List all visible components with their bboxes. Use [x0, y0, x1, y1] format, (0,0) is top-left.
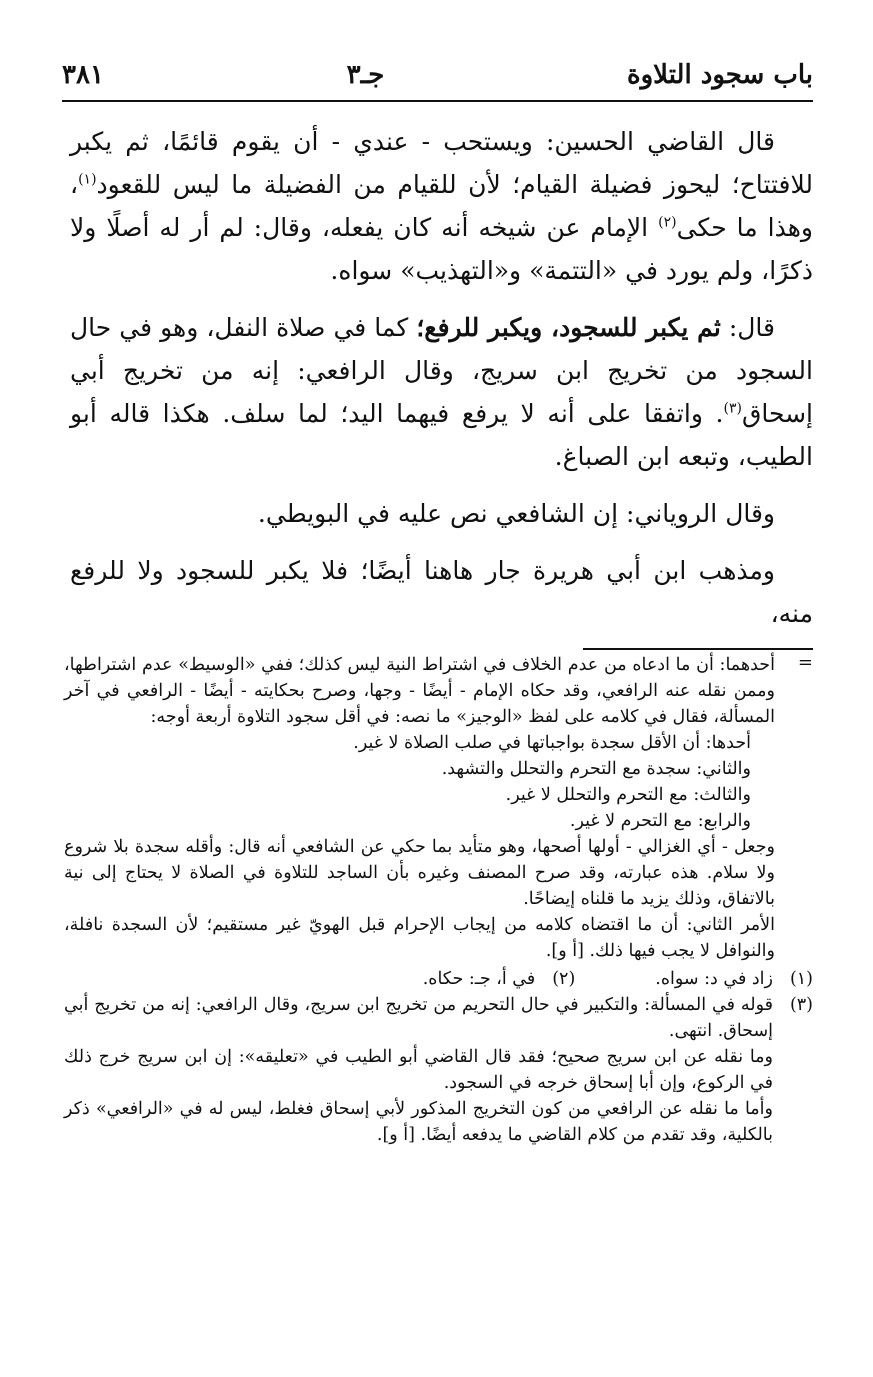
footnote-2-number: (٢) [552, 969, 576, 989]
option-4: والرابع: مع التحرم لا غير. [569, 811, 751, 831]
page-number: ٣٨١ [62, 60, 104, 90]
paragraph-2-lead: قال: [720, 313, 775, 342]
option-1: أحدها: أن الأقل سجدة بواجباتها في صلب الصلاة لا غير. [353, 733, 751, 753]
footnote-continuation [64, 652, 813, 964]
continuation-tail-1: وجعل - أي الغزالي - أولها أصحها، وهو متأيد بما حكي عن الشافعي أنه قال: وأقله سجدة بلا شروع ولا سلام. هذه عبارته، وقد صرح المصنف وغيره بأن الساجد للتلاوة في الصلاة لا يحتاج إلى نية بالاتفاق، وذلك يزيد ما قلناه إيضاحًا. [64, 837, 775, 909]
continuation-marker: = [797, 652, 813, 673]
footnote-3-para-3: وأما ما نقله عن الرافعي من كون التخريج المذكور لأبي إسحاق فغلط، ليس له في «الرافعي» ذكر بالكلية، وقد تقدم من كلام القاضي ما يدفعه أيضًا. [أ و]. [64, 1099, 773, 1145]
footnote-3-number: (٣) [789, 995, 813, 1015]
paragraph-2-tail: . واتفقا على أنه لا يرفع فيهما اليد؛ لما سلف. هكذا قاله أبو الطيب، وتبعه ابن الصباغ. [70, 399, 813, 471]
option-2: والثاني: سجدة مع التحرم والتحلل والتشهد. [441, 759, 751, 779]
volume-label: جـ٣ [346, 60, 385, 90]
running-header [62, 52, 813, 98]
paragraph-3: وقال الروياني: إن الشافعي نص عليه في البويطي. [257, 499, 775, 528]
footnote-1-text: زاد في د: سواه. [655, 969, 773, 989]
footnote-1 [655, 966, 813, 992]
paragraph-4: ومذهب ابن أبي هريرة جار هاهنا أيضًا؛ فلا يكبر للسجود ولا للرفع منه، [70, 556, 813, 628]
option-3: والثالث: مع التحرم والتحلل لا غير. [505, 785, 751, 805]
footnote-1-2-row [64, 966, 813, 992]
footnote-3 [64, 992, 813, 1148]
footnote-divider [583, 648, 813, 650]
main-text [70, 120, 813, 635]
paragraph-1-text: قال القاضي الحسين: ويستحب - عندي - أن يقوم قائمًا، ثم يكبر للافتتاح؛ ليحوز فضيلة القيام؛ لأن للقيام من الفضيلة ما ليس للقعود [70, 127, 813, 199]
footnote-2-text: في أ، جـ: حكاه. [422, 969, 536, 989]
footnote-2 [423, 966, 576, 992]
continuation-tail-2: الأمر الثاني: أن ما اقتضاه كلامه من إيجاب الإحرام قبل الهويّ غير مستقيم؛ لأن السجدة نافلة، والنوافل لا يجب فيها ذلك. [أ و]. [64, 915, 775, 961]
matn-quote: ثم يكبر للسجود، ويكبر للرفع؛ [416, 313, 721, 342]
footnotes-section [64, 652, 813, 1148]
footnote-3-text: قوله في المسألة: والتكبير في حال التحريم من تخريج ابن سريج، وقال الرافعي: إنه من تخريج أبي إسحاق. انتهى. [64, 995, 773, 1041]
footnote-ref-2[interactable]: (٢) [658, 214, 677, 231]
paragraph-1-text-b: ، وهذا ما حكى [70, 170, 814, 242]
paragraph-2-text: كما في صلاة النفل، وهو في حال السجود من تخريج ابن سريج، وقال الرافعي: إنه من تخريج أبي إسحاق [70, 313, 813, 428]
paragraph-1-text-c: الإمام عن شيخه أنه كان يفعله، وقال: لم أر له أصلًا ولا ذكرًا، ولم يورد في «التتمة» و«التهذيب» سواه. [70, 213, 813, 285]
chapter-title: باب سجود التلاوة [627, 60, 813, 90]
paragraph-2 [70, 306, 813, 478]
footnote-ref-1[interactable]: (١) [78, 171, 97, 188]
paragraph-1 [70, 120, 813, 292]
header-divider [62, 100, 813, 102]
footnote-1-number: (١) [789, 969, 813, 989]
footnote-3-para-2: وما نقله عن ابن سريج صحيح؛ فقد قال القاضي أبو الطيب في «تعليقه»: إن ابن سريج خرج ذلك في الركوع، وإن أبا إسحاق خرجه في السجود. [64, 1047, 773, 1093]
continuation-text: أحدهما: أن ما ادعاه من عدم الخلاف في اشتراط النية ليس كذلك؛ ففي «الوسيط» عدم اشتراطها، وممن نقله عنه الرافعي، وقد حكاه الإمام - أيضًا - وجها، وصرح بحكايته - أيضًا - الرافعي في آخر المسألة، فقال في كلامه على لفظ «الوجيز» ما نصه: في أقل سجود التلاوة أربعة أوجه: [64, 655, 775, 727]
footnote-ref-3[interactable]: (٣) [723, 400, 742, 417]
